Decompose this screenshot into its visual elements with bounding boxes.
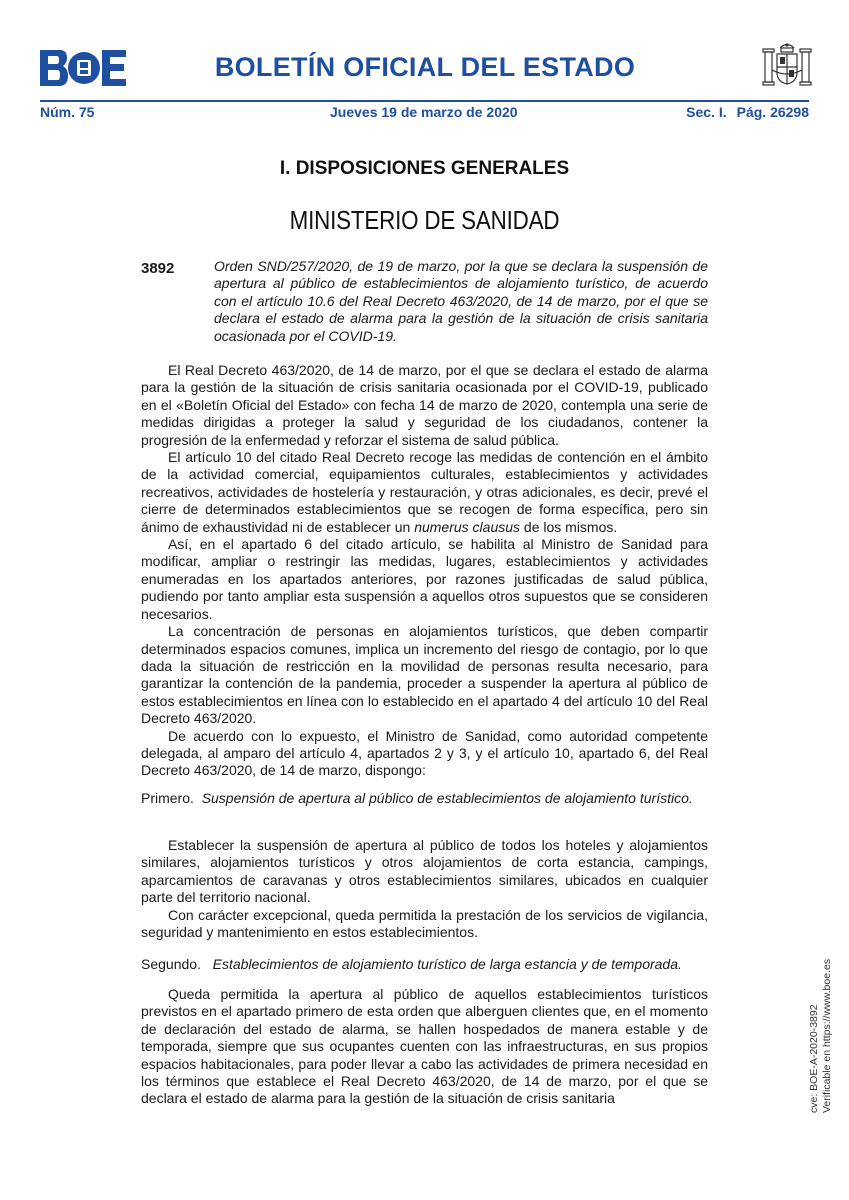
coat-of-arms-icon <box>762 40 812 92</box>
article-1-title: Suspensión de apertura al público de establecimientos de alojamiento turístico. <box>201 790 693 806</box>
paragraph: La concentración de personas en alojamientos turísticos, que deben compartir determinados espacios comunes, implica un incremento del riesgo de contagio, por lo que dada la situación de restricción en la movilidad de personas resulta necesario, para garantizar la contención de la pandemia, proceder a suspender la apertura al público de estos establecimientos en línea con lo establecido en el apartado 4 del artículo 10 del Real Decreto 463/2020. <box>141 623 708 727</box>
cve-code: cve: BOE-A-2020-3892 <box>808 1004 820 1113</box>
header-rule <box>40 100 809 102</box>
article-1-lead: Primero. <box>141 790 194 806</box>
section-page <box>676 104 809 120</box>
page-number: Pág. 26298 <box>736 104 809 120</box>
article-2-body <box>141 986 708 1108</box>
boe-logo-icon <box>40 50 126 86</box>
article-1-heading <box>141 790 708 807</box>
paragraph: De acuerdo con lo expuesto, el Ministro de Sanidad, como autoridad competente delegada, al amparo del artículo 4, apartados 2 y 3, y el artículo 10, apartado 6, del Real Decreto 463/2020, de 14 de marzo, dispongo: <box>141 727 708 779</box>
paragraph: El artículo 10 del citado Real Decreto recoge las medidas de contención en el ámbito de la actividad comercial, equipamientos culturales, establecimientos y actividades recreativos, actividades de hostelería y restauración, y otras adicionales, es decir, prevé el cierre de determinados establecimientos que se recogen de forma específica, pero sin ánimo de exhaustividad ni de establecer un numerus clausus de los mismos. <box>141 449 708 535</box>
section-label: Sec. I. <box>686 104 727 120</box>
masthead-title: BOLETÍN OFICIAL DEL ESTADO <box>214 52 636 82</box>
paragraph: Así, en el apartado 6 del citado artículo, se habilita al Ministro de Sanidad para modificar, ampliar o restringir las medidas, lugares, establecimientos y actividades enumeradas en los apartados anteriores, por razones justificadas de salud pública, pudiendo por tanto ampliar esta suspensión a aquellos otros supuestos que se consideren necesarios. <box>141 536 708 622</box>
preamble <box>141 362 708 780</box>
issue-date: Jueves 19 de marzo de 2020 <box>330 104 518 120</box>
article-2-lead: Segundo. <box>141 956 201 972</box>
paragraph: Establecer la suspensión de apertura al público de todos los hoteles y alojamientos similares, alojamientos turísticos y otros alojamientos de corta estancia, campings, aparcamientos de caravanas y otros establecimientos similares, ubicados en cualquier parte del territorio nacional. <box>141 837 708 906</box>
article-2-title: Establecimientos de alojamiento turístico de larga estancia y de temporada. <box>212 956 682 972</box>
issue-number: Núm. 75 <box>40 104 95 120</box>
verification-link[interactable]: Verificable en https://www.boe.es <box>821 958 833 1113</box>
entry-summary: Orden SND/257/2020, de 19 de marzo, por la que se declara la suspensión de apertura al público de establecimientos de alojamiento turístico, de acuerdo con el artículo 10.6 del Real Decreto 463/2020, de 14 de marzo, por el que se declara el estado de alarma para la gestión de la situación de crisis sanitaria ocasionada por el COVID-19. <box>214 258 708 344</box>
paragraph: Queda permitida la apertura al público de aquellos establecimientos turísticos previstos en el apartado primero de esta orden que alberguen clientes que, en el momento de declaración del estado de alarma, se hallen hospedados de manera estable y de temporada, siempre que sus ocupantes cuenten con las infraestructuras, en sus propios espacios habitacionales, para poder llevar a cabo las actividades de primera necesidad en los términos que establece el Real Decreto 463/2020, de 14 de marzo, por el que se declara el estado de alarma para la gestión de la situación de crisis sanitaria <box>141 986 708 1107</box>
article-2-heading <box>141 956 708 973</box>
section-title: I. DISPOSICIONES GENERALES <box>279 158 570 179</box>
entry-number: 3892 <box>141 260 175 277</box>
paragraph: Con carácter excepcional, queda permitida la prestación de los servicios de vigilancia, seguridad y mantenimiento en estos establecimientos. <box>141 906 708 941</box>
verification-sidebar <box>808 913 834 1113</box>
paragraph: El Real Decreto 463/2020, de 14 de marzo, por el que se declara el estado de alarma para la gestión de la situación de crisis sanitaria ocasionada por el COVID-19, publicado en el «Boletín Oficial del Estado» con fecha 14 de marzo de 2020, contempla una serie de medidas dirigidas a proteger la salud y seguridad de los ciudadanos, contener la progresión de la enfermedad y reforzar el sistema de salud pública. <box>141 362 708 448</box>
ministry-title: MINISTERIO DE SANIDAD <box>289 205 560 235</box>
article-1-body <box>141 837 708 941</box>
